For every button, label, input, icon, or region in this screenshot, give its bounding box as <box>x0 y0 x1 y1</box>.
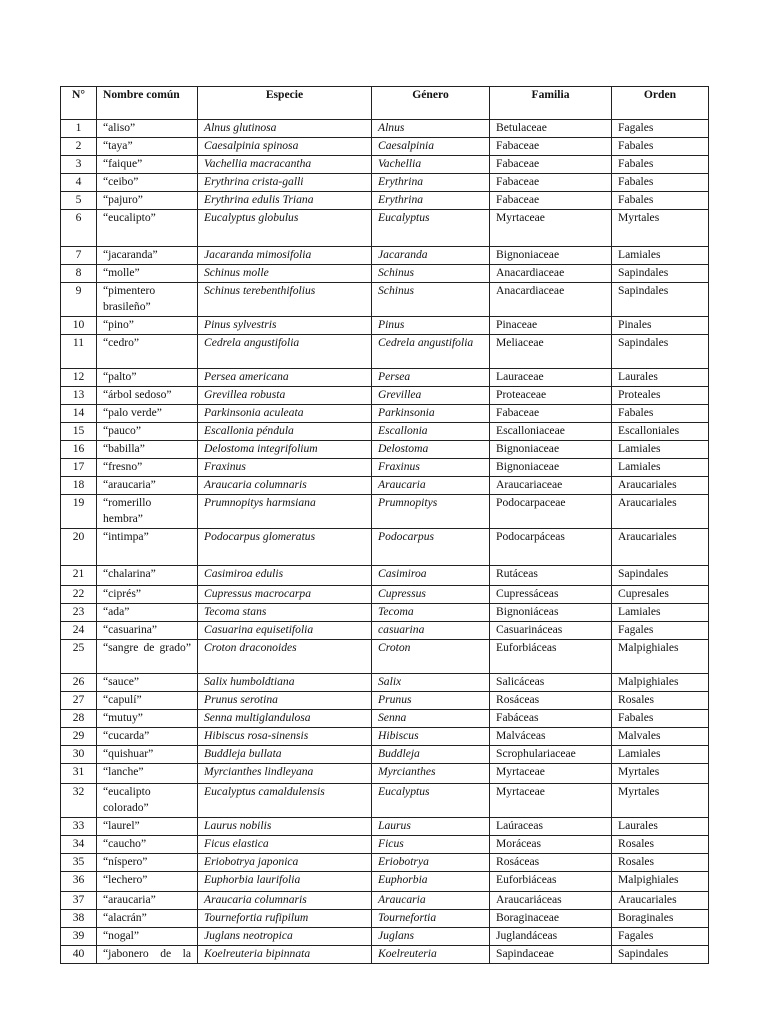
cell-number: 17 <box>61 459 97 477</box>
cell-species: Croton draconoides <box>198 640 372 674</box>
cell-order: Rosales <box>612 836 709 854</box>
cell-species: Pinus sylvestris <box>198 317 372 335</box>
cell-number: 38 <box>61 910 97 928</box>
cell-common-name: “palo verde” <box>97 405 198 423</box>
cell-common-name: “taya” <box>97 138 198 156</box>
cell-number: 12 <box>61 369 97 387</box>
cell-species: Erythrina edulis Triana <box>198 192 372 210</box>
cell-order: Lamiales <box>612 459 709 477</box>
species-table-page <box>60 86 708 964</box>
cell-family: Podocarpáceas <box>490 529 612 566</box>
table-row <box>61 872 709 892</box>
cell-genus: Schinus <box>372 283 490 317</box>
table-row <box>61 192 709 210</box>
cell-order: Laurales <box>612 369 709 387</box>
cell-genus: Koelreuteria <box>372 946 490 964</box>
cell-number: 13 <box>61 387 97 405</box>
cell-number: 3 <box>61 156 97 174</box>
cell-species: Eucalyptus camaldulensis <box>198 784 372 818</box>
cell-species: Salix humboldtiana <box>198 674 372 692</box>
cell-common-name: “lanche” <box>97 764 198 784</box>
cell-common-name: “chalarina” <box>97 566 198 586</box>
cell-number: 10 <box>61 317 97 335</box>
cell-genus: Erythrina <box>372 192 490 210</box>
cell-order: Araucariales <box>612 892 709 910</box>
cell-number: 11 <box>61 335 97 369</box>
cell-genus: Alnus <box>372 120 490 138</box>
cell-family: Euforbiáceas <box>490 640 612 674</box>
cell-family: Scrophulariaceae <box>490 746 612 764</box>
cell-order: Escalloniales <box>612 423 709 441</box>
cell-order: Malpighiales <box>612 872 709 892</box>
cell-common-name: “fresno” <box>97 459 198 477</box>
cell-order: Fagales <box>612 120 709 138</box>
table-row <box>61 210 709 247</box>
table-row <box>61 265 709 283</box>
cell-number: 34 <box>61 836 97 854</box>
cell-common-name: “pauco” <box>97 423 198 441</box>
cell-family: Sapindaceae <box>490 946 612 964</box>
cell-genus: Erythrina <box>372 174 490 192</box>
table-row <box>61 836 709 854</box>
cell-species: Schinus molle <box>198 265 372 283</box>
cell-genus: Casimiroa <box>372 566 490 586</box>
cell-common-name: “pino” <box>97 317 198 335</box>
table-row <box>61 369 709 387</box>
cell-order: Fagales <box>612 622 709 640</box>
cell-species: Jacaranda mimosifolia <box>198 247 372 265</box>
cell-species: Delostoma integrifolium <box>198 441 372 459</box>
cell-number: 32 <box>61 784 97 818</box>
cell-species: Escallonia péndula <box>198 423 372 441</box>
cell-number: 15 <box>61 423 97 441</box>
cell-number: 33 <box>61 818 97 836</box>
cell-number: 18 <box>61 477 97 495</box>
cell-order: Malvales <box>612 728 709 746</box>
cell-species: Eriobotrya japonica <box>198 854 372 872</box>
cell-number: 29 <box>61 728 97 746</box>
cell-order: Sapindales <box>612 946 709 964</box>
table-row <box>61 746 709 764</box>
cell-number: 6 <box>61 210 97 247</box>
cell-species: Eucalyptus globulus <box>198 210 372 247</box>
cell-family: Salicáceas <box>490 674 612 692</box>
cell-family: Escalloniaceae <box>490 423 612 441</box>
table-row <box>61 946 709 964</box>
cell-species: Erythrina crista-galli <box>198 174 372 192</box>
cell-number: 8 <box>61 265 97 283</box>
table-row <box>61 156 709 174</box>
cell-family: Casuarináceas <box>490 622 612 640</box>
cell-order: Araucariales <box>612 477 709 495</box>
cell-order: Malpighiales <box>612 674 709 692</box>
cell-family: Malváceas <box>490 728 612 746</box>
cell-family: Cupressáceas <box>490 586 612 604</box>
header-number: N° <box>61 87 97 120</box>
cell-number: 39 <box>61 928 97 946</box>
cell-family: Bignoniáceas <box>490 604 612 622</box>
cell-order: Boraginales <box>612 910 709 928</box>
cell-common-name: “araucaria” <box>97 892 198 910</box>
cell-common-name: “pajuro” <box>97 192 198 210</box>
table-row <box>61 459 709 477</box>
cell-species: Grevillea robusta <box>198 387 372 405</box>
cell-number: 37 <box>61 892 97 910</box>
cell-family: Bignoniaceae <box>490 441 612 459</box>
cell-genus: Eucalyptus <box>372 210 490 247</box>
cell-order: Fabales <box>612 710 709 728</box>
cell-number: 25 <box>61 640 97 674</box>
table-row <box>61 910 709 928</box>
cell-species: Tournefortia rufipilum <box>198 910 372 928</box>
cell-order: Sapindales <box>612 265 709 283</box>
table-row <box>61 529 709 566</box>
table-row <box>61 622 709 640</box>
cell-family: Euforbiáceas <box>490 872 612 892</box>
cell-family: Araucariáceas <box>490 892 612 910</box>
cell-genus: Prumnopitys <box>372 495 490 529</box>
cell-common-name: “ceibo” <box>97 174 198 192</box>
cell-genus: Caesalpinia <box>372 138 490 156</box>
cell-common-name: “babilla” <box>97 441 198 459</box>
cell-species: Vachellia macracantha <box>198 156 372 174</box>
cell-species: Koelreuteria bipinnata <box>198 946 372 964</box>
cell-species: Buddleja bullata <box>198 746 372 764</box>
cell-order: Cupresales <box>612 586 709 604</box>
header-order: Orden <box>612 87 709 120</box>
cell-genus: Persea <box>372 369 490 387</box>
table-row <box>61 674 709 692</box>
cell-number: 16 <box>61 441 97 459</box>
cell-genus: Delostoma <box>372 441 490 459</box>
cell-species: Juglans neotropica <box>198 928 372 946</box>
cell-common-name: “faique” <box>97 156 198 174</box>
cell-family: Fabaceae <box>490 192 612 210</box>
cell-order: Rosales <box>612 854 709 872</box>
header-row <box>61 87 709 120</box>
cell-genus: Eriobotrya <box>372 854 490 872</box>
header-family: Familia <box>490 87 612 120</box>
cell-number: 24 <box>61 622 97 640</box>
cell-species: Myrcianthes lindleyana <box>198 764 372 784</box>
table-row <box>61 692 709 710</box>
table-row <box>61 892 709 910</box>
cell-genus: Prunus <box>372 692 490 710</box>
table-row <box>61 495 709 529</box>
cell-family: Myrtaceae <box>490 764 612 784</box>
cell-family: Fabaceae <box>490 156 612 174</box>
cell-family: Betulaceae <box>490 120 612 138</box>
cell-order: Rosales <box>612 692 709 710</box>
cell-number: 19 <box>61 495 97 529</box>
cell-number: 28 <box>61 710 97 728</box>
cell-order: Sapindales <box>612 335 709 369</box>
cell-order: Araucariales <box>612 495 709 529</box>
cell-number: 35 <box>61 854 97 872</box>
cell-family: Rutáceas <box>490 566 612 586</box>
cell-species: Casimiroa edulis <box>198 566 372 586</box>
cell-common-name: “lechero” <box>97 872 198 892</box>
cell-species: Araucaria columnaris <box>198 477 372 495</box>
cell-genus: Euphorbia <box>372 872 490 892</box>
cell-genus: Ficus <box>372 836 490 854</box>
cell-species: Fraxinus <box>198 459 372 477</box>
table-row <box>61 138 709 156</box>
header-species: Especie <box>198 87 372 120</box>
cell-family: Bignoniaceae <box>490 247 612 265</box>
cell-family: Anacardiaceae <box>490 283 612 317</box>
cell-order: Araucariales <box>612 529 709 566</box>
cell-number: 36 <box>61 872 97 892</box>
cell-species: Casuarina equisetifolia <box>198 622 372 640</box>
cell-species: Araucaria columnaris <box>198 892 372 910</box>
cell-number: 26 <box>61 674 97 692</box>
cell-common-name: “araucaria” <box>97 477 198 495</box>
cell-order: Malpighiales <box>612 640 709 674</box>
cell-common-name: “sauce” <box>97 674 198 692</box>
cell-number: 14 <box>61 405 97 423</box>
cell-common-name: “eucalipto colorado” <box>97 784 198 818</box>
table-row <box>61 405 709 423</box>
cell-common-name: “jabonero de la <box>97 946 198 964</box>
table-row <box>61 784 709 818</box>
header-genus: Género <box>372 87 490 120</box>
cell-species: Ficus elastica <box>198 836 372 854</box>
cell-order: Fabales <box>612 156 709 174</box>
cell-number: 22 <box>61 586 97 604</box>
cell-common-name: “níspero” <box>97 854 198 872</box>
cell-species: Euphorbia laurifolia <box>198 872 372 892</box>
cell-species: Caesalpinia spinosa <box>198 138 372 156</box>
cell-common-name: “nogal” <box>97 928 198 946</box>
cell-order: Lamiales <box>612 441 709 459</box>
table-row <box>61 928 709 946</box>
cell-order: Laurales <box>612 818 709 836</box>
cell-genus: Myrcianthes <box>372 764 490 784</box>
cell-order: Lamiales <box>612 746 709 764</box>
cell-genus: Araucaria <box>372 892 490 910</box>
cell-species: Laurus nobilis <box>198 818 372 836</box>
table-row <box>61 247 709 265</box>
cell-number: 31 <box>61 764 97 784</box>
cell-family: Rosáceas <box>490 692 612 710</box>
cell-genus: Jacaranda <box>372 247 490 265</box>
cell-number: 40 <box>61 946 97 964</box>
cell-order: Fagales <box>612 928 709 946</box>
cell-common-name: “romerillo hembra” <box>97 495 198 529</box>
cell-common-name: “aliso” <box>97 120 198 138</box>
table-row <box>61 441 709 459</box>
cell-family: Araucariaceae <box>490 477 612 495</box>
cell-number: 23 <box>61 604 97 622</box>
species-table <box>60 86 709 964</box>
cell-family: Fabáceas <box>490 710 612 728</box>
cell-order: Myrtales <box>612 784 709 818</box>
table-row <box>61 423 709 441</box>
cell-genus: Cedrela angustifolia <box>372 335 490 369</box>
table-row <box>61 317 709 335</box>
cell-common-name: “cedro” <box>97 335 198 369</box>
cell-family: Bignoniaceae <box>490 459 612 477</box>
cell-order: Fabales <box>612 405 709 423</box>
cell-genus: Eucalyptus <box>372 784 490 818</box>
cell-family: Rosáceas <box>490 854 612 872</box>
cell-common-name: “árbol sedoso” <box>97 387 198 405</box>
cell-number: 1 <box>61 120 97 138</box>
cell-genus: Senna <box>372 710 490 728</box>
cell-order: Fabales <box>612 174 709 192</box>
cell-number: 2 <box>61 138 97 156</box>
cell-species: Schinus terebenthifolius <box>198 283 372 317</box>
table-row <box>61 640 709 674</box>
table-row <box>61 477 709 495</box>
cell-common-name: “molle” <box>97 265 198 283</box>
cell-order: Fabales <box>612 138 709 156</box>
cell-order: Pinales <box>612 317 709 335</box>
cell-species: Tecoma stans <box>198 604 372 622</box>
cell-number: 5 <box>61 192 97 210</box>
cell-family: Fabaceae <box>490 138 612 156</box>
cell-common-name: “pimentero brasileño” <box>97 283 198 317</box>
cell-family: Lauraceae <box>490 369 612 387</box>
table-row <box>61 604 709 622</box>
cell-order: Myrtales <box>612 210 709 247</box>
table-row <box>61 818 709 836</box>
cell-genus: Parkinsonia <box>372 405 490 423</box>
cell-species: Cupressus macrocarpa <box>198 586 372 604</box>
cell-common-name: “intimpa” <box>97 529 198 566</box>
cell-genus: Vachellia <box>372 156 490 174</box>
table-body <box>61 120 709 964</box>
cell-family: Podocarpaceae <box>490 495 612 529</box>
header-common-name: Nombre común <box>97 87 198 120</box>
table-row <box>61 335 709 369</box>
cell-genus: Fraxinus <box>372 459 490 477</box>
cell-common-name: “ada” <box>97 604 198 622</box>
table-row <box>61 586 709 604</box>
cell-family: Myrtaceae <box>490 784 612 818</box>
cell-common-name: “mutuy” <box>97 710 198 728</box>
cell-family: Laúraceas <box>490 818 612 836</box>
cell-common-name: “sangre de grado” <box>97 640 198 674</box>
cell-number: 7 <box>61 247 97 265</box>
cell-family: Pinaceae <box>490 317 612 335</box>
cell-family: Anacardiaceae <box>490 265 612 283</box>
cell-species: Podocarpus glomeratus <box>198 529 372 566</box>
table-row <box>61 387 709 405</box>
cell-genus: Escallonia <box>372 423 490 441</box>
cell-common-name: “cucarda” <box>97 728 198 746</box>
table-row <box>61 728 709 746</box>
cell-order: Lamiales <box>612 247 709 265</box>
cell-order: Sapindales <box>612 566 709 586</box>
table-row <box>61 283 709 317</box>
cell-genus: Juglans <box>372 928 490 946</box>
cell-genus: Salix <box>372 674 490 692</box>
cell-common-name: “caucho” <box>97 836 198 854</box>
cell-order: Lamiales <box>612 604 709 622</box>
cell-family: Fabaceae <box>490 405 612 423</box>
cell-genus: Hibiscus <box>372 728 490 746</box>
cell-family: Boraginaceae <box>490 910 612 928</box>
cell-genus: Tournefortia <box>372 910 490 928</box>
cell-family: Juglandáceas <box>490 928 612 946</box>
cell-family: Meliaceae <box>490 335 612 369</box>
cell-genus: Cupressus <box>372 586 490 604</box>
cell-genus: Pinus <box>372 317 490 335</box>
cell-number: 27 <box>61 692 97 710</box>
cell-number: 20 <box>61 529 97 566</box>
cell-species: Cedrela angustifolia <box>198 335 372 369</box>
cell-family: Proteaceae <box>490 387 612 405</box>
cell-order: Sapindales <box>612 283 709 317</box>
cell-common-name: “jacaranda” <box>97 247 198 265</box>
cell-family: Moráceas <box>490 836 612 854</box>
cell-common-name: “capulí” <box>97 692 198 710</box>
cell-family: Myrtaceae <box>490 210 612 247</box>
cell-order: Proteales <box>612 387 709 405</box>
table-row <box>61 764 709 784</box>
cell-genus: casuarina <box>372 622 490 640</box>
table-row <box>61 710 709 728</box>
cell-common-name: “ciprés” <box>97 586 198 604</box>
table-row <box>61 566 709 586</box>
cell-common-name: “quishuar” <box>97 746 198 764</box>
cell-species: Alnus glutinosa <box>198 120 372 138</box>
cell-species: Hibiscus rosa-sinensis <box>198 728 372 746</box>
cell-genus: Tecoma <box>372 604 490 622</box>
cell-common-name: “laurel” <box>97 818 198 836</box>
cell-family: Fabaceae <box>490 174 612 192</box>
cell-genus: Schinus <box>372 265 490 283</box>
cell-order: Myrtales <box>612 764 709 784</box>
table-row <box>61 120 709 138</box>
cell-common-name: “eucalipto” <box>97 210 198 247</box>
cell-species: Persea americana <box>198 369 372 387</box>
cell-genus: Grevillea <box>372 387 490 405</box>
cell-common-name: “alacrán” <box>97 910 198 928</box>
cell-species: Prumnopitys harmsiana <box>198 495 372 529</box>
cell-genus: Araucaria <box>372 477 490 495</box>
cell-species: Parkinsonia aculeata <box>198 405 372 423</box>
table-row <box>61 174 709 192</box>
table-row <box>61 854 709 872</box>
cell-genus: Buddleja <box>372 746 490 764</box>
cell-genus: Croton <box>372 640 490 674</box>
cell-number: 30 <box>61 746 97 764</box>
cell-species: Prunus serotina <box>198 692 372 710</box>
cell-genus: Podocarpus <box>372 529 490 566</box>
cell-common-name: “casuarina” <box>97 622 198 640</box>
cell-common-name: “palto” <box>97 369 198 387</box>
cell-number: 4 <box>61 174 97 192</box>
cell-genus: Laurus <box>372 818 490 836</box>
cell-number: 21 <box>61 566 97 586</box>
cell-number: 9 <box>61 283 97 317</box>
cell-species: Senna multiglandulosa <box>198 710 372 728</box>
cell-order: Fabales <box>612 192 709 210</box>
